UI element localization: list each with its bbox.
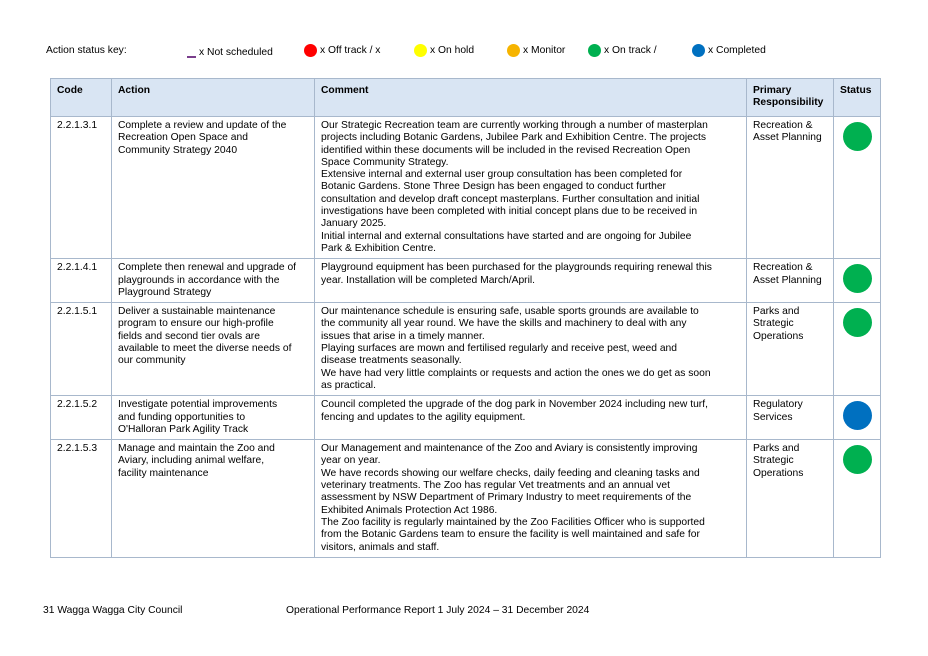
cell-comment-line: disease treatments seasonally. xyxy=(321,355,462,367)
cell-responsibility xyxy=(747,259,834,303)
status-key-label: x On track / xyxy=(604,45,657,56)
status-indicator-dot xyxy=(843,401,872,430)
status-key-item xyxy=(304,44,380,57)
cell-comment-line: Playground equipment has been purchased for the playgrounds requiring renewal this xyxy=(321,262,712,274)
cell-action xyxy=(112,303,315,396)
header-responsibility xyxy=(747,79,834,117)
header-code: Code xyxy=(51,79,112,117)
cell-action-line: our community xyxy=(118,355,186,367)
cell-comment-line: the community all year round. We have the skills and machinery to deal with any xyxy=(321,318,687,330)
cell-action-line: and funding opportunities to xyxy=(118,411,246,423)
cell-responsibility-line: Strategic xyxy=(753,318,794,330)
cell-comment xyxy=(315,117,747,259)
cell-comment-line: identified within these documents will be included in the revised Recreation Open xyxy=(321,144,691,156)
cell-comment-line: We have records showing our welfare checks, daily feeding and cleaning tasks and xyxy=(321,467,700,479)
cell-action xyxy=(112,117,315,259)
header-action: Action xyxy=(112,79,315,117)
footer-page-council: 31 Wagga Wagga City Council xyxy=(43,605,183,616)
cell-action-line: Aviary, including animal welfare, xyxy=(118,455,265,467)
cell-code: 2.2.1.5.1 xyxy=(51,303,112,396)
table-row xyxy=(51,117,881,259)
cell-comment-line: consultation and develop draft concept masterplans. Further consultation and initial xyxy=(321,193,700,205)
status-key-item xyxy=(692,44,766,57)
status-indicator-dot xyxy=(843,445,872,474)
cell-comment-line: fencing and updates to the agility equipment. xyxy=(321,411,526,423)
header-responsibility-line1: Primary xyxy=(753,85,792,96)
status-swatch-dot xyxy=(588,44,601,57)
header-responsibility-line2: Responsibility xyxy=(753,97,824,109)
cell-responsibility-line: Services xyxy=(753,411,793,423)
cell-comment-line: Space Community Strategy. xyxy=(321,156,449,168)
cell-status xyxy=(834,396,881,440)
cell-action xyxy=(112,259,315,303)
cell-responsibility xyxy=(747,117,834,259)
cell-status xyxy=(834,440,881,558)
cell-status xyxy=(834,303,881,396)
status-key-label: x Monitor xyxy=(523,45,566,56)
table-row xyxy=(51,440,881,558)
cell-action-line: playgrounds in accordance with the xyxy=(118,274,280,286)
header-comment: Comment xyxy=(315,79,747,117)
cell-action-line: Complete a review and update of the xyxy=(118,120,287,131)
cell-comment-line: Initial internal and external consultations have started and are ongoing for Jubilee xyxy=(321,230,692,242)
cell-comment-line: year on year. xyxy=(321,455,381,467)
cell-action-line: Investigate potential improvements xyxy=(118,399,278,411)
cell-responsibility-line: Asset Planning xyxy=(753,132,822,144)
cell-comment xyxy=(315,440,747,558)
table-row xyxy=(51,259,881,303)
status-key-item xyxy=(414,44,474,57)
status-swatch-dot xyxy=(692,44,705,57)
cell-responsibility xyxy=(747,303,834,396)
cell-comment-line: We have had very little complaints or requests and action the ones we do get as soon xyxy=(321,367,711,379)
cell-action xyxy=(112,440,315,558)
cell-responsibility-line: Operations xyxy=(753,330,804,342)
footer-report-title: Operational Performance Report 1 July 2024 – 31 December 2024 xyxy=(286,605,590,616)
cell-comment-line: year. Installation will be completed March/April. xyxy=(321,274,536,286)
cell-comment xyxy=(315,303,747,396)
cell-comment-line: as practical. xyxy=(321,379,376,391)
cell-responsibility-line: Recreation & xyxy=(753,262,813,274)
status-key-label: x Completed xyxy=(708,45,766,56)
cell-action-line: Deliver a sustainable maintenance xyxy=(118,306,276,318)
action-table xyxy=(50,78,881,558)
cell-responsibility-line: Operations xyxy=(753,467,804,479)
cell-comment xyxy=(315,259,747,303)
cell-comment-line: issues that arise in a timely manner. xyxy=(321,330,485,342)
cell-comment-line: from the Botanic Gardens team to ensure the facility is well maintained and safe for xyxy=(321,529,700,541)
status-indicator-dot xyxy=(843,264,872,293)
cell-code: 2.2.1.4.1 xyxy=(51,259,112,303)
cell-action-line: Playground Strategy xyxy=(118,286,212,298)
cell-status xyxy=(834,259,881,303)
cell-comment-line: The Zoo facility is regularly maintained by the Zoo Facilities Officer who is supported xyxy=(321,516,705,528)
status-key-label: x On hold xyxy=(430,45,475,56)
cell-comment-line: assessment by NSW Department of Primary Industry to meet requirements of the xyxy=(321,492,692,504)
cell-code: 2.2.1.3.1 xyxy=(51,117,112,259)
cell-action-line: fields and second tier ovals are xyxy=(118,330,260,342)
cell-comment-line: Our Management and maintenance of the Zoo and Aviary is consistently improving xyxy=(321,443,698,455)
table-row xyxy=(51,396,881,440)
cell-action xyxy=(112,396,315,440)
cell-comment-line: Extensive internal and external user group consultation has been completed for xyxy=(321,169,683,181)
cell-comment-line: Botanic Gardens. Stone Three Design has been engaged to conduct further xyxy=(321,181,666,193)
cell-code: 2.2.1.5.2 xyxy=(51,396,112,440)
status-key-label: x Off track / x xyxy=(320,45,381,56)
cell-comment-line: Our maintenance schedule is ensuring safe, usable sports grounds are available to xyxy=(321,306,699,318)
cell-responsibility-line: Asset Planning xyxy=(753,274,822,286)
cell-responsibility xyxy=(747,440,834,558)
cell-action-line: Recreation Open Space and xyxy=(118,132,248,144)
status-key-item xyxy=(588,44,657,57)
cell-comment-line: Our Strategic Recreation team are currently working through a number of masterplan xyxy=(321,120,708,131)
cell-responsibility xyxy=(747,396,834,440)
cell-action-line: facility maintenance xyxy=(118,467,209,479)
cell-comment-line: veterinary treatments. The Zoo has regular Vet treatments and an annual vet xyxy=(321,480,670,492)
cell-action-line: O'Halloran Park Agility Track xyxy=(118,423,249,435)
table-header-row xyxy=(51,79,881,117)
status-key-label: x Not scheduled xyxy=(199,46,273,58)
cell-action-line: Community Strategy 2040 xyxy=(118,144,238,156)
cell-responsibility-line: Recreation & xyxy=(753,120,813,131)
cell-status xyxy=(834,117,881,259)
status-indicator-dot xyxy=(843,308,872,337)
cell-comment-line: Exhibited Animals Protection Act 1986. xyxy=(321,504,498,516)
cell-comment-line: investigations have been completed with initial concept plans due to be received in xyxy=(321,206,698,218)
status-indicator-dot xyxy=(843,122,872,151)
cell-comment-line: January 2025. xyxy=(321,218,387,230)
status-swatch-dash xyxy=(187,56,196,58)
cell-action-line: Manage and maintain the Zoo and xyxy=(118,443,275,455)
status-key-item xyxy=(187,46,273,58)
cell-comment-line: Park & Exhibition Centre. xyxy=(321,242,437,254)
cell-comment-line: Playing surfaces are mown and fertilised regularly and receive pest, weed and xyxy=(321,343,678,355)
cell-code: 2.2.1.5.3 xyxy=(51,440,112,558)
cell-action-line: program to ensure our high-profile xyxy=(118,318,274,330)
table-row xyxy=(51,303,881,396)
header-status: Status xyxy=(834,79,881,117)
cell-responsibility-line: Strategic xyxy=(753,455,794,467)
cell-responsibility-line: Parks and xyxy=(753,443,800,455)
cell-action-line: Complete then renewal and upgrade of xyxy=(118,262,297,274)
status-swatch-dot xyxy=(507,44,520,57)
cell-responsibility-line: Regulatory xyxy=(753,399,803,411)
status-key-label: Action status key: xyxy=(46,45,127,56)
status-swatch-dot xyxy=(414,44,427,57)
cell-comment-line: projects including Botanic Gardens, Jubilee Park and Exhibition Centre. The projects xyxy=(321,132,707,144)
status-key-item xyxy=(507,44,565,57)
cell-comment-line: Council completed the upgrade of the dog park in November 2024 including new turf, xyxy=(321,399,708,411)
status-swatch-dot xyxy=(304,44,317,57)
cell-responsibility-line: Parks and xyxy=(753,306,800,318)
cell-action-line: available to meet the diverse needs of xyxy=(118,343,292,355)
cell-comment xyxy=(315,396,747,440)
cell-comment-line: visitors, animals and staff. xyxy=(321,541,440,553)
